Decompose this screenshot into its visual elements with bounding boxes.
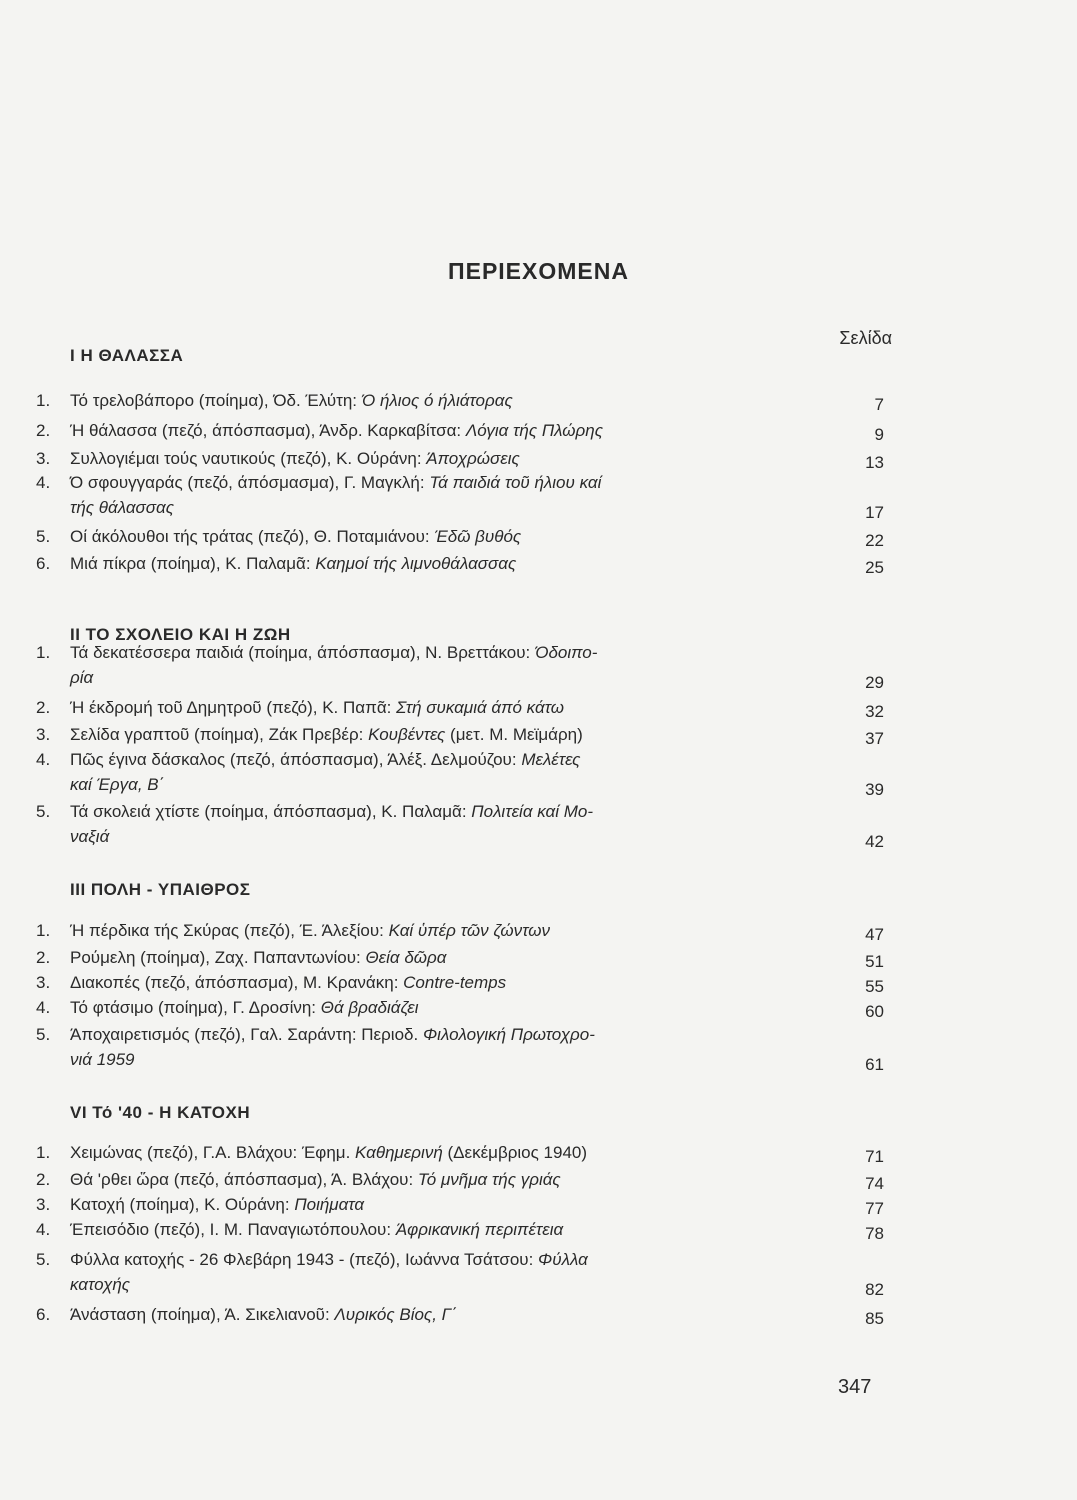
entry-number: 3. [36, 973, 51, 992]
entry-number: 4. [36, 473, 51, 492]
entry-page: 32 [865, 702, 884, 721]
page-column-label: Σελίδα [839, 328, 892, 348]
entry-source: Πολιτεία καί Μο- [471, 802, 594, 821]
entry-number: 4. [36, 1220, 51, 1239]
entry-number: 2. [36, 421, 51, 440]
entry-source: Όδοιπο- [534, 643, 598, 662]
entry-text [70, 695, 840, 720]
entry-number: 5. [36, 527, 51, 546]
entry-title: Τό φτάσιμο (ποίημα), Γ. Δροσίνη: [70, 998, 321, 1017]
entry-source: Λόγια τής Πλώρης [465, 421, 603, 440]
entry-page: 9 [874, 425, 884, 444]
entry-page: 71 [865, 1147, 884, 1166]
entry-source: Άποχρώσεις [426, 449, 520, 468]
entry-text [70, 640, 840, 690]
entry-page: 13 [865, 453, 884, 472]
entry-page: 78 [865, 1224, 884, 1243]
entry-text [70, 918, 840, 943]
entry-page: 82 [865, 1280, 884, 1299]
entry-note: (μετ. Μ. Μεϊμάρη) [445, 725, 583, 744]
entry-text [70, 1302, 840, 1327]
entry-source: Ποιήματα [294, 1195, 365, 1214]
contents-entry [36, 695, 892, 721]
entry-number: 3. [36, 449, 51, 468]
entry-number: 6. [36, 1305, 51, 1324]
entry-number: 6. [36, 554, 51, 573]
entry-source: Ό ήλιος ό ήλιάτορας [361, 391, 513, 410]
entry-title: Τά δεκατέσσερα παιδιά (ποίημα, άπόσπασμα), Ν. Βρεττάκου: [70, 643, 535, 662]
entry-number: 4. [36, 998, 51, 1017]
entry-text [70, 524, 840, 549]
entry-text [70, 418, 840, 443]
entry-number: 1. [36, 1143, 51, 1162]
entry-text [70, 945, 840, 970]
entry-title: Σελίδα γραπτοῦ (ποίημα), Ζάκ Πρεβέρ: [70, 725, 369, 744]
entry-text [70, 446, 840, 471]
entry-number: 5. [36, 802, 51, 821]
entry-source-continued: τής θάλασσας [70, 498, 174, 517]
entry-source: Φύλλα [538, 1250, 588, 1269]
entry-title: Διακοπές (πεζό, άπόσπασμα), Μ. Κρανάκη: [70, 973, 404, 992]
entry-source: Θά βραδιάζει [320, 998, 419, 1017]
contents-entry [36, 446, 892, 472]
entry-title: Ή πέρδικα τής Σκύρας (πεζό), Έ. Άλεξίου: [70, 921, 389, 940]
entry-number: 1. [36, 921, 51, 940]
entry-source: Τά παιδιά τοῦ ήλιου καί [429, 473, 602, 492]
entry-title: Πῶς έγινα δάσκαλος (πεζό, άπόσπασμα), Άλέξ. Δελμούζου: [70, 750, 522, 769]
entry-title: Έπεισόδιο (πεζό), Ι. Μ. Παναγιωτόπουλου: [70, 1220, 396, 1239]
entry-number: 2. [36, 1170, 51, 1189]
entry-text [70, 1167, 840, 1192]
contents-entry [36, 970, 892, 996]
entry-number: 3. [36, 1195, 51, 1214]
entry-page: 37 [865, 729, 884, 748]
entry-source: Έδῶ βυθός [434, 527, 522, 546]
entry-source: Contre-temps [403, 973, 507, 992]
entry-text [70, 1192, 840, 1217]
entry-page: 74 [865, 1174, 884, 1193]
entry-number: 1. [36, 391, 51, 410]
entry-title: Ή έκδρομή τοῦ Δημητροῦ (πεζό), Κ. Παπᾶ: [70, 698, 397, 717]
contents-entry [36, 418, 892, 444]
page-number: 347 [838, 1376, 872, 1398]
entry-source: Φιλολογική Πρωτοχρο- [422, 1025, 595, 1044]
entry-page: 22 [865, 531, 884, 550]
section-heading: VI Τό '40 - Η ΚΑΤΟΧΗ [70, 1103, 251, 1122]
entry-source: Μελέτες [521, 750, 581, 769]
contents-entry [36, 388, 892, 414]
entry-text [70, 970, 840, 995]
entry-text [70, 1140, 840, 1165]
entry-source: Καί ὑπέρ τῶν ζώντων [388, 921, 551, 940]
entry-number: 5. [36, 1250, 51, 1269]
contents-entry [36, 1140, 892, 1166]
contents-entry [36, 524, 892, 550]
contents-entry [36, 945, 892, 971]
entry-text [70, 1217, 840, 1242]
contents-entry [36, 551, 892, 577]
entry-source: Στή συκαμιά άπό κάτω [396, 698, 564, 717]
contents-entry [36, 1302, 892, 1328]
entry-note: (Δεκέμβριος 1940) [442, 1143, 588, 1162]
contents-entry [36, 1247, 892, 1299]
entry-page: 7 [874, 395, 884, 414]
entry-source-continued: καί Έργα, Β΄ [70, 775, 165, 794]
contents-entry [36, 1192, 892, 1218]
entry-number: 3. [36, 725, 51, 744]
entry-number: 4. [36, 750, 51, 769]
contents-entry [36, 1217, 892, 1243]
entry-page: 39 [865, 780, 884, 799]
entry-title: Συλλογιέμαι τούς ναυτικούς (πεζό), Κ. Ούράνη: [70, 449, 427, 468]
entry-page: 17 [865, 503, 884, 522]
entry-title: Χειμώνας (πεζό), Γ.Α. Βλάχου: Έφημ. [70, 1143, 356, 1162]
contents-entry [36, 799, 892, 851]
entry-page: 60 [865, 1002, 884, 1021]
contents-entry [36, 640, 892, 692]
contents-entry [36, 470, 892, 522]
contents-entry [36, 1167, 892, 1193]
entry-source-continued: ρία [70, 668, 94, 687]
entry-title: Κατοχή (ποίημα), Κ. Ούράνη: [70, 1195, 295, 1214]
entry-page: 29 [865, 673, 884, 692]
entry-title: Θά 'ρθει ὥρα (πεζό, άπόσπασμα), Ά. Βλάχου: [70, 1170, 418, 1189]
entry-title: Μιά πίκρα (ποίημα), Κ. Παλαμᾶ: [70, 554, 316, 573]
entry-page: 42 [865, 832, 884, 851]
entry-title: Ό σφουγγαράς (πεζό, άπόσμασμα), Γ. Μαγκλή: [70, 473, 430, 492]
entry-text [70, 551, 840, 576]
entry-text [70, 722, 840, 747]
section-heading: I Η ΘΑΛΑΣΣΑ [70, 346, 184, 365]
entry-source: Κουβέντες [368, 725, 446, 744]
entry-number: 2. [36, 948, 51, 967]
entry-title: Άνάσταση (ποίημα), Ά. Σικελιανοῦ: [70, 1305, 335, 1324]
entry-number: 1. [36, 643, 51, 662]
entry-text [70, 1022, 840, 1072]
contents-entry [36, 1022, 892, 1074]
entry-page: 47 [865, 925, 884, 944]
entry-page: 85 [865, 1309, 884, 1328]
entry-title: Άποχαιρετισμός (πεζό), Γαλ. Σαράντη: Περιοδ. [70, 1025, 423, 1044]
entry-source: Θεία δῶρα [365, 948, 447, 967]
entry-page: 25 [865, 558, 884, 577]
section-heading: III ΠΟΛΗ - ΥΠΑΙΘΡΟΣ [70, 880, 251, 899]
entry-title: Τά σκολειά χτίστε (ποίημα, άπόσπασμα), Κ. Παλαμᾶ: [70, 802, 472, 821]
entry-title: Τό τρελοβάπορο (ποίημα), Όδ. Έλύτη: [70, 391, 362, 410]
entry-text [70, 388, 840, 413]
entry-page: 61 [865, 1055, 884, 1074]
contents-entry [36, 747, 892, 799]
entry-source-continued: ναξιά [70, 827, 110, 846]
entry-page: 77 [865, 1199, 884, 1218]
contents-entry [36, 995, 892, 1021]
entry-text [70, 1247, 840, 1297]
entry-source: Λυρικός Βίος, Γ΄ [334, 1305, 457, 1324]
entry-title: Ή θάλασσα (πεζό, άπόσπασμα), Άνδρ. Καρκαβίτσα: [70, 421, 466, 440]
entry-source-continued: νιά 1959 [70, 1050, 135, 1069]
contents-entry [36, 918, 892, 944]
section-heading: II ΤΟ ΣΧΟΛΕΙΟ ΚΑΙ Η ΖΩΗ [70, 625, 291, 644]
entry-page: 55 [865, 977, 884, 996]
entry-title: Οί άκόλουθοι τής τράτας (πεζό), Θ. Ποταμιάνου: [70, 527, 435, 546]
entry-text [70, 995, 840, 1020]
entry-number: 5. [36, 1025, 51, 1044]
entry-number: 2. [36, 698, 51, 717]
entry-source-continued: κατοχής [70, 1275, 131, 1294]
page-title: ΠΕΡΙΕΧΟΜΕΝΑ [448, 258, 629, 284]
entry-title: Φύλλα κατοχής - 26 Φλεβάρη 1943 - (πεζό), Ιωάννα Τσάτσου: [70, 1250, 539, 1269]
entry-page: 51 [865, 952, 884, 971]
entry-source: Καημοί τής λιμνοθάλασσας [315, 554, 517, 573]
contents-entry [36, 722, 892, 748]
entry-text [70, 470, 840, 520]
entry-text [70, 799, 840, 849]
entry-source: Καθημερινή [355, 1143, 443, 1162]
entry-source: Τό μνῆμα τής γριάς [417, 1170, 561, 1189]
entry-title: Ρούμελη (ποίημα), Ζαχ. Παπαντωνίου: [70, 948, 366, 967]
entry-source: Άφρικανική περιπέτεια [395, 1220, 564, 1239]
entry-text [70, 747, 840, 797]
